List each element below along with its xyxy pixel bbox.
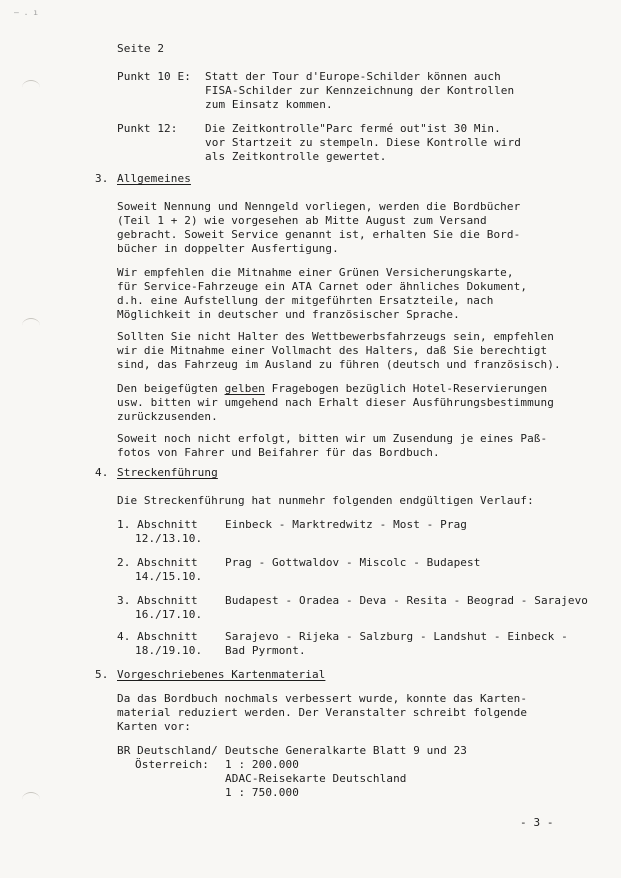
- map-item: Deutsche Generalkarte Blatt 9 und 23: [225, 744, 468, 757]
- text-run: Fragebogen bezüglich Hotel-Reservierungen: [264, 382, 548, 395]
- paragraph-line: d.h. eine Aufstellung der mitgeführten Ersatzteile, nach: [117, 294, 494, 307]
- map-item: ADAC-Reisekarte Deutschland: [225, 772, 407, 785]
- stage-route: Bad Pyrmont.: [225, 644, 306, 657]
- section-number: 4.: [95, 466, 109, 479]
- paragraph-line: bücher in doppelter Ausfertigung.: [117, 242, 339, 255]
- paragraph-line: Die Streckenführung hat nunmehr folgenden endgültigen Verlauf:: [117, 494, 534, 507]
- paragraph-line: Sollten Sie nicht Halter des Wettbewerbsfahrzeugs sein, empfehlen: [117, 330, 554, 343]
- punkt-text-line: Statt der Tour d'Europe-Schilder können auch: [205, 70, 501, 83]
- section-title: Streckenführung: [117, 466, 218, 479]
- punch-hole-mark: [22, 318, 40, 333]
- stage-date: 14./15.10.: [135, 570, 203, 583]
- map-region: Österreich:: [135, 758, 209, 771]
- punkt-text-line: vor Startzeit zu stempeln. Diese Kontrolle wird: [205, 136, 521, 149]
- punch-hole-mark: [22, 792, 40, 807]
- paragraph-line: Soweit noch nicht erfolgt, bitten wir um Zusendung je eines Paß-: [117, 432, 548, 445]
- punkt-label: Punkt 10 E:: [117, 70, 191, 83]
- paragraph-line: (Teil 1 + 2) wie vorgesehen ab Mitte August zum Versand: [117, 214, 487, 227]
- paragraph-line: gebracht. Soweit Service genannt ist, erhalten Sie die Bord-: [117, 228, 521, 241]
- paragraph-line: Möglichkeit in deutscher und französischer Sprache.: [117, 308, 460, 321]
- footer-page-number: - 3 -: [520, 816, 554, 829]
- paragraph-line: wir die Mitnahme einer Vollmacht des Halters, daß Sie berechtigt: [117, 344, 548, 357]
- punkt-text-line: FISA-Schilder zur Kennzeichnung der Kontrollen: [205, 84, 515, 97]
- stage-label: 2. Abschnitt: [117, 556, 198, 569]
- paragraph-line: Soweit Nennung und Nenngeld vorliegen, werden die Bordbücher: [117, 200, 521, 213]
- section-number: 5.: [95, 668, 109, 681]
- stage-date: 18./19.10.: [135, 644, 203, 657]
- stage-label: 3. Abschnitt: [117, 594, 198, 607]
- stage-route: Einbeck - Marktredwitz - Most - Prag: [225, 518, 468, 531]
- paragraph-line: fotos von Fahrer und Beifahrer für das Bordbuch.: [117, 446, 440, 459]
- punch-hole-mark: [22, 80, 40, 95]
- paragraph-line: usw. bitten wir umgehend nach Erhalt dieser Ausführungsbestimmung: [117, 396, 554, 409]
- stage-date: 16./17.10.: [135, 608, 203, 621]
- stage-label: 4. Abschnitt: [117, 630, 198, 643]
- stage-date: 12./13.10.: [135, 532, 203, 545]
- page-label: Seite 2: [117, 42, 165, 55]
- punkt-text-line: als Zeitkontrolle gewertet.: [205, 150, 387, 163]
- corner-mark: – . ı: [14, 8, 39, 17]
- paragraph-line: sind, das Fahrzeug im Ausland zu führen (deutsch und französisch).: [117, 358, 561, 371]
- paragraph-line: material reduziert werden. Der Veranstalter schreibt folgende: [117, 706, 528, 719]
- paragraph-line: für Service-Fahrzeuge ein ATA Carnet oder ähnliches Dokument,: [117, 280, 528, 293]
- paragraph-line: Wir empfehlen die Mitnahme einer Grünen Versicherungskarte,: [117, 266, 514, 279]
- underlined-word: gelben: [224, 382, 265, 395]
- paragraph-line: Da das Bordbuch nochmals verbessert wurde, konnte das Karten-: [117, 692, 528, 705]
- map-item: 1 : 750.000: [225, 786, 299, 799]
- section-number: 3.: [95, 172, 109, 185]
- section-title: Vorgeschriebenes Kartenmaterial: [117, 668, 326, 681]
- stage-route: Sarajevo - Rijeka - Salzburg - Landshut - Einbeck -: [225, 630, 568, 643]
- paragraph-line: zurückzusenden.: [117, 410, 218, 423]
- paragraph-line: [117, 382, 547, 396]
- stage-route: Prag - Gottwaldov - Miscolc - Budapest: [225, 556, 481, 569]
- map-item: 1 : 200.000: [225, 758, 299, 771]
- punkt-text-line: zum Einsatz kommen.: [205, 98, 333, 111]
- map-region: BR Deutschland/: [117, 744, 218, 757]
- punkt-label: Punkt 12:: [117, 122, 178, 135]
- paragraph-line: Karten vor:: [117, 720, 191, 733]
- punkt-text-line: Die Zeitkontrolle"Parc fermé out"ist 30 Min.: [205, 122, 501, 135]
- stage-route: Budapest - Oradea - Deva - Resita - Beograd - Sarajevo: [225, 594, 589, 607]
- section-title: Allgemeines: [117, 172, 191, 185]
- stage-label: 1. Abschnitt: [117, 518, 198, 531]
- text-run: Den beigefügten: [117, 382, 225, 395]
